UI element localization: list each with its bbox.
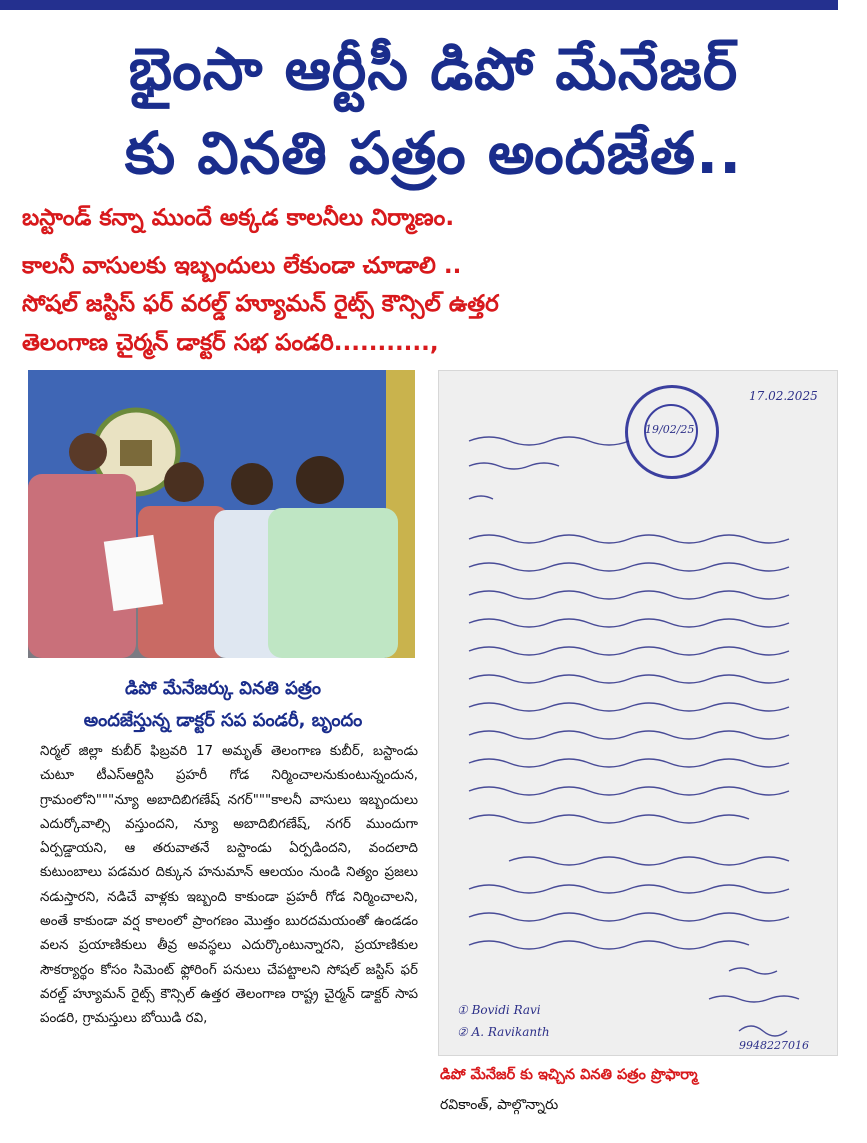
letter-caption-line-2: రవికాంత్, పాల్గొన్నారు [440,1097,559,1113]
photo-caption-line-2: అందజేస్తున్న డాక్టర్ సప పండరీ, బృందం [83,710,363,731]
headline-line-2: కు వినతి పత్రం అందజేత.. [124,119,743,187]
photo-caption-line-1: డిపో మేనేజర్కు వినతి పత్రం [124,678,322,699]
signer-2: ② A. Ravikanth [457,1025,550,1039]
stamp-date: 19/02/25 [645,423,695,436]
photo-illustration [28,370,415,658]
phone-number: 9948227016 [739,1039,809,1052]
subhead-3: సోషల్ జస్టిస్ ఫర్ వరల్డ్ హ్యూమన్ రైట్స్ కౌన్సిల్ ఉత్తర [22,291,499,317]
subhead-2: కాలనీ వాసులకు ఇబ్బందులు లేకుండా చూడాలి .. [22,253,462,279]
news-photo [28,370,415,658]
subhead-4: తెలంగాణ చైర్మన్ డాక్టర్ సభ పండరి..........., [22,330,439,356]
top-bar [0,0,838,10]
subhead-1: బస్టాండ్ కన్నా ముందే అక్కడ కాలనీలు నిర్మాణం. [22,205,455,231]
article-body: నిర్మల్ జిల్లా కుబీర్ ఫిబ్రవరి 17 అమృత్ తెలంగాణ కుబీర్, బస్టాండు చుటూ టీఎస్ఆర్టిసి ప్రహరీ గోడ నిర్మించాలనుకుంటున్నందున, గ్రామంలోని"""న్యూ అబాదిబిగణేష్ నగర్"""కాలనీ వాసులు ఇబ్బందులు ఎదుర్కోవాల్సి వస్తుందని, న్యూ అబాదిబిగణేష్, నగర్ ముందుగా ఏర్పడ్డాయని, ఆ తరువాతనే బస్టాండు ఏర్పడిందని, వందలాది కుటుంబాలు పడమర దిక్కున హనుమాన్ ఆలయం నుండి నిత్యం ప్రజలు నడుస్తారని, నడిచే వాళ్లకు ఇబ్బంది కాకుండా ప్రహరీ గోడ నిర్మించాలని, అంతే కాకుండా వర్ష కాలంలో ప్రాంగణం మొత్తం బురదమయంతో ఉండడం వలన ప్రయాణికులు తీవ్ర అవస్థలు ఎదుర్కొంటున్నారని, ప్రయాణికుల సౌకర్యార్థం కోసం సిమెంట్ ఫ్లోరింగ్ పనులు చేపట్టాలని సోషల్ జస్టిస్ ఫర్ వరల్డ్ హ్యూమన్ రైట్స్ కౌన్సిల్ ఉత్తర తెలంగాణ రాష్ట్ర చైర్మన్ డాక్టర్ సాప పండరి, గ్రామస్తులు బోయిడి రవి, [40,744,418,1027]
letter-caption-line-1: డిపో మేనేజర్ కు ఇచ్చిన వినతి పత్రం ప్రొఫార్మా [440,1067,698,1083]
handwriting-scribbles [439,371,837,1055]
handwritten-letter [438,370,838,1056]
headline-line-1: భైంసా ఆర్టీసీ డిపో మేనేజర్ [128,35,739,103]
signer-1: ① Bovidi Ravi [457,1003,541,1017]
letter-date: 17.02.2025 [749,389,818,403]
